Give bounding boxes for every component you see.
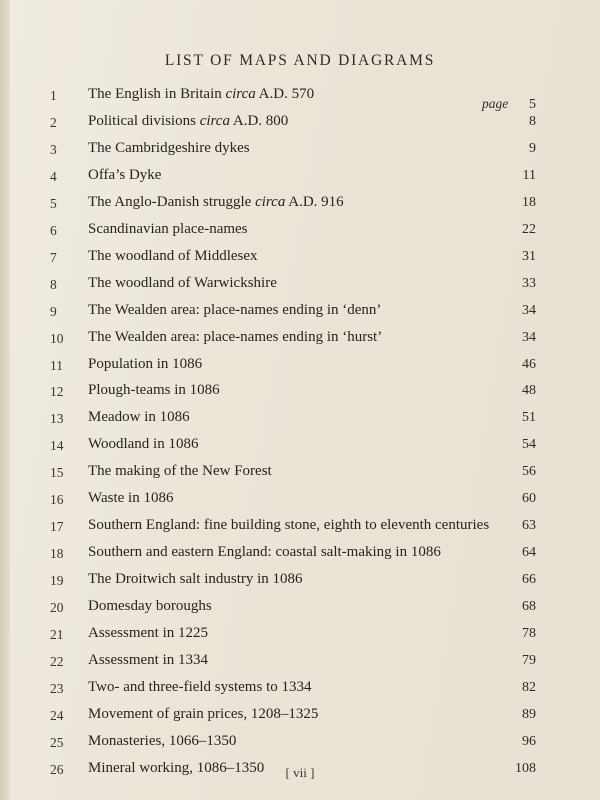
item-number: 18	[50, 546, 64, 562]
item-title: Two- and three-field systems to 1334	[88, 678, 312, 695]
item-page-number: 34	[522, 302, 536, 318]
item-title: Offa’s Dyke	[88, 166, 162, 183]
item-page-number: 22	[522, 221, 536, 237]
list-item	[0, 542, 600, 568]
item-number: 20	[50, 600, 64, 616]
item-title: The English in Britain circa A.D. 570	[88, 86, 315, 102]
list-item	[0, 327, 600, 353]
item-page-number: 9	[529, 140, 536, 156]
item-number: 12	[50, 384, 64, 400]
item-page-number: 68	[522, 599, 536, 615]
item-title: Political divisions circa A.D. 800	[88, 112, 289, 129]
item-number: 21	[50, 627, 64, 642]
list-item	[0, 515, 600, 541]
list-item	[0, 273, 600, 299]
page-title: LIST OF MAPS AND DIAGRAMS	[164, 52, 436, 69]
item-title: The Wealden area: place-names ending in ‘denn’	[88, 301, 382, 318]
item-title: Southern England: fine building stone, eighth to eleventh centuries	[88, 517, 490, 534]
item-number: 2	[50, 114, 57, 130]
item-number: 23	[50, 680, 64, 696]
item-number: 22	[50, 653, 64, 669]
item-number: 15	[50, 465, 64, 481]
item-number: 7	[50, 249, 57, 265]
page-column-label: page	[482, 96, 509, 111]
item-page-number: 63	[522, 518, 536, 534]
item-number: 11	[50, 357, 63, 373]
item-page-number: 108	[515, 760, 536, 776]
item-number: 13	[50, 411, 64, 427]
list-item	[0, 677, 600, 703]
item-page-number: 54	[522, 437, 536, 453]
list-item	[0, 219, 600, 245]
list-item	[0, 704, 600, 730]
item-page-number: 79	[522, 652, 536, 668]
page-number-footer: [ vii ]	[285, 765, 315, 780]
item-number: 24	[50, 707, 64, 723]
item-number: 6	[50, 222, 57, 238]
item-number: 19	[50, 573, 64, 589]
item-page-number: 48	[522, 383, 536, 399]
item-title: Domesday boroughs	[88, 598, 212, 615]
item-title: The making of the New Forest	[88, 463, 272, 480]
list-item	[0, 111, 600, 137]
item-title: The woodland of Middlesex	[88, 247, 258, 264]
item-page-number: 82	[522, 679, 536, 695]
list-item	[0, 407, 600, 433]
item-number: 25	[50, 734, 64, 750]
item-number: 10	[50, 330, 64, 346]
item-page-number: 11	[522, 167, 536, 183]
list-item	[0, 300, 600, 326]
item-number: 17	[50, 519, 64, 535]
item-title: Scandinavian place-names	[88, 220, 248, 237]
item-page-number: 33	[522, 275, 536, 291]
item-title: Movement of grain prices, 1208–1325	[88, 705, 319, 722]
list-item	[0, 731, 600, 757]
item-page-number: 56	[522, 464, 536, 480]
item-title: Population in 1086	[88, 355, 203, 372]
item-title: The Wealden area: place-names ending in ‘hurst’	[88, 328, 383, 345]
item-number: 16	[50, 492, 64, 508]
item-title: The Cambridgeshire dykes	[88, 139, 250, 156]
list-item	[0, 461, 600, 487]
item-title: Southern and eastern England: coastal salt-making in 1086	[88, 544, 441, 561]
item-page-number: 5	[529, 97, 536, 112]
item-number: 4	[50, 168, 57, 184]
list-item	[0, 84, 600, 110]
item-page-number: 89	[522, 706, 536, 722]
item-number: 5	[50, 195, 57, 211]
item-page-number: 34	[522, 329, 536, 345]
item-title: The woodland of Warwickshire	[88, 274, 277, 291]
item-title: Assessment in 1334	[88, 651, 208, 668]
item-number: 8	[50, 276, 57, 292]
list-item	[0, 138, 600, 164]
item-page-number: 66	[522, 572, 536, 588]
item-title: Monasteries, 1066–1350	[88, 732, 237, 749]
list-item	[0, 650, 600, 676]
item-page-number: 8	[529, 113, 536, 129]
item-page-number: 46	[522, 356, 536, 372]
item-number: 26	[50, 761, 64, 777]
item-page-number: 78	[522, 626, 536, 641]
item-page-number: 96	[522, 733, 536, 749]
item-number: 3	[50, 141, 57, 157]
list-item	[0, 165, 600, 191]
item-title: The Droitwich salt industry in 1086	[88, 571, 303, 588]
item-number: 1	[50, 88, 57, 103]
item-page-number: 31	[522, 248, 536, 264]
item-title: Woodland in 1086	[88, 436, 199, 453]
item-page-number: 51	[522, 410, 536, 426]
item-title: The Anglo-Danish struggle circa A.D. 916	[88, 193, 344, 210]
list-item	[0, 354, 600, 380]
item-title: Meadow in 1086	[88, 409, 190, 426]
item-number: 14	[50, 438, 64, 454]
item-title: Plough-teams in 1086	[88, 382, 220, 399]
list-item	[0, 192, 600, 218]
list-item	[0, 246, 600, 272]
list-item	[0, 380, 600, 406]
list-item	[0, 569, 600, 595]
item-title: Mineral working, 1086–1350	[88, 759, 265, 776]
item-title: Waste in 1086	[88, 490, 174, 507]
item-page-number: 18	[522, 194, 536, 210]
item-page-number: 60	[522, 491, 536, 507]
item-page-number: 64	[522, 545, 536, 561]
item-title: Assessment in 1225	[88, 625, 208, 641]
list-item	[0, 434, 600, 460]
list-item	[0, 623, 600, 649]
item-number: 9	[50, 303, 57, 319]
list-item	[0, 488, 600, 514]
list-item	[0, 596, 600, 622]
